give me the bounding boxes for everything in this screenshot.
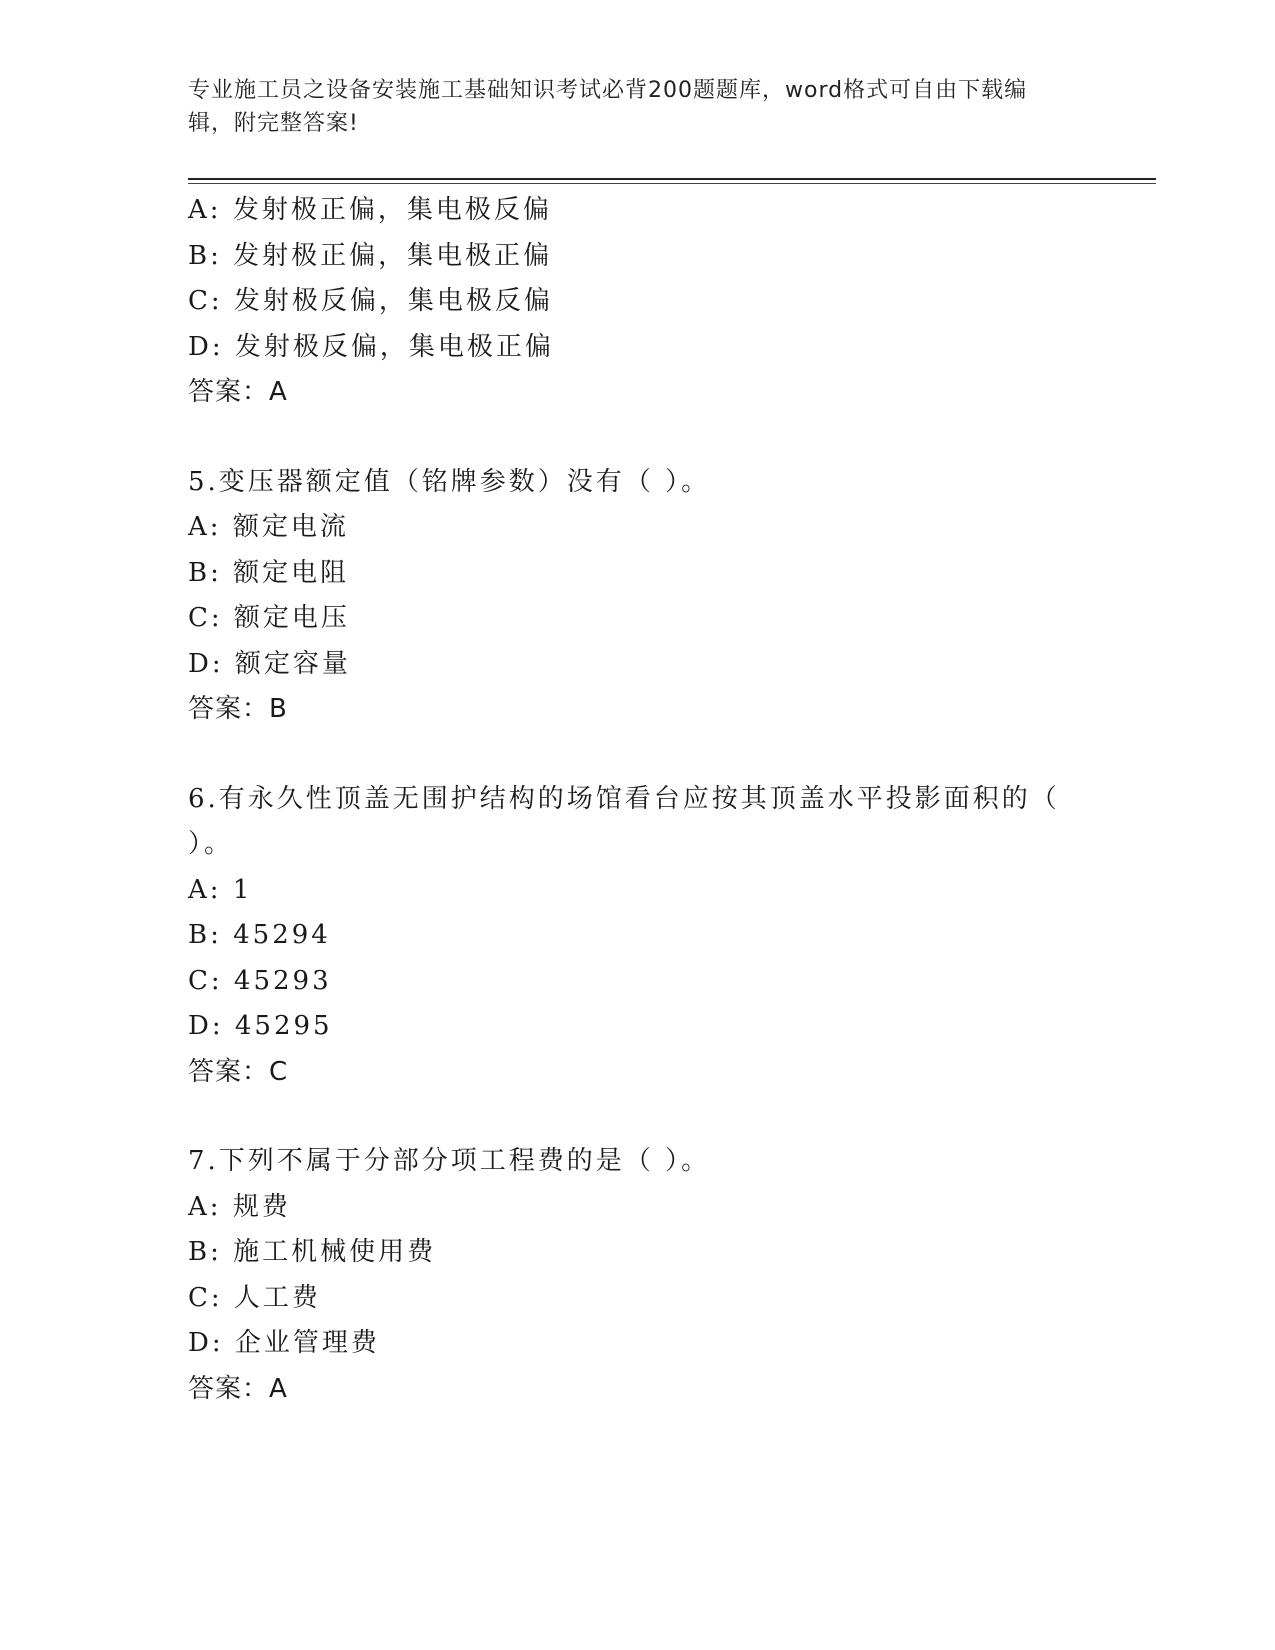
answer: 答案：C <box>188 1056 289 1087</box>
option-d: D: 额定容量 <box>188 648 351 679</box>
option-c: C: 发射极反偏，集电极反偏 <box>188 286 553 316</box>
option-c: C: 45293 <box>188 965 332 996</box>
option-b: B: 发射极正偏，集电极正偏 <box>188 240 553 271</box>
option-b: B: 额定电阻 <box>188 557 350 588</box>
option-a: A: 额定电流 <box>188 512 349 542</box>
option-b: B: 施工机械使用费 <box>188 1237 437 1267</box>
option-d: D: 45295 <box>188 1011 333 1041</box>
option-a: A: 发射极正偏，集电极反偏 <box>188 195 552 225</box>
option-a: A: 1 <box>188 874 253 905</box>
question-stem: 5.变压器额定值（铭牌参数）没有（ ）。 <box>188 466 711 497</box>
question-content <box>188 188 1068 1412</box>
option-d: D: 企业管理费 <box>188 1328 380 1358</box>
header-divider <box>188 178 1156 180</box>
page-header: 专业施工员之设备安装施工基础知识考试必背200题题库，word格式可自由下载编辑，附完整答案! <box>188 78 1028 136</box>
question-6 <box>188 777 1068 1096</box>
question-7 <box>188 1139 1068 1412</box>
option-b: B: 45294 <box>188 920 331 950</box>
question-5 <box>188 460 1068 733</box>
answer: 答案：A <box>188 1373 288 1404</box>
option-c: C: 人工费 <box>188 1282 321 1313</box>
answer: 答案：B <box>188 694 288 724</box>
option-d: D: 发射极反偏，集电极正偏 <box>188 331 554 362</box>
question-stem: 6.有永久性顶盖无围护结构的场馆看台应按其顶盖水平投影面积的（ ）。 <box>188 783 1060 859</box>
option-c: C: 额定电压 <box>188 603 350 633</box>
question-4-continued <box>188 188 1068 416</box>
header-divider-thin <box>188 183 1156 184</box>
question-stem: 7.下列不属于分部分项工程费的是（ ）。 <box>188 1146 711 1176</box>
answer: 答案：A <box>188 377 288 407</box>
option-a: A: 规费 <box>188 1191 291 1222</box>
